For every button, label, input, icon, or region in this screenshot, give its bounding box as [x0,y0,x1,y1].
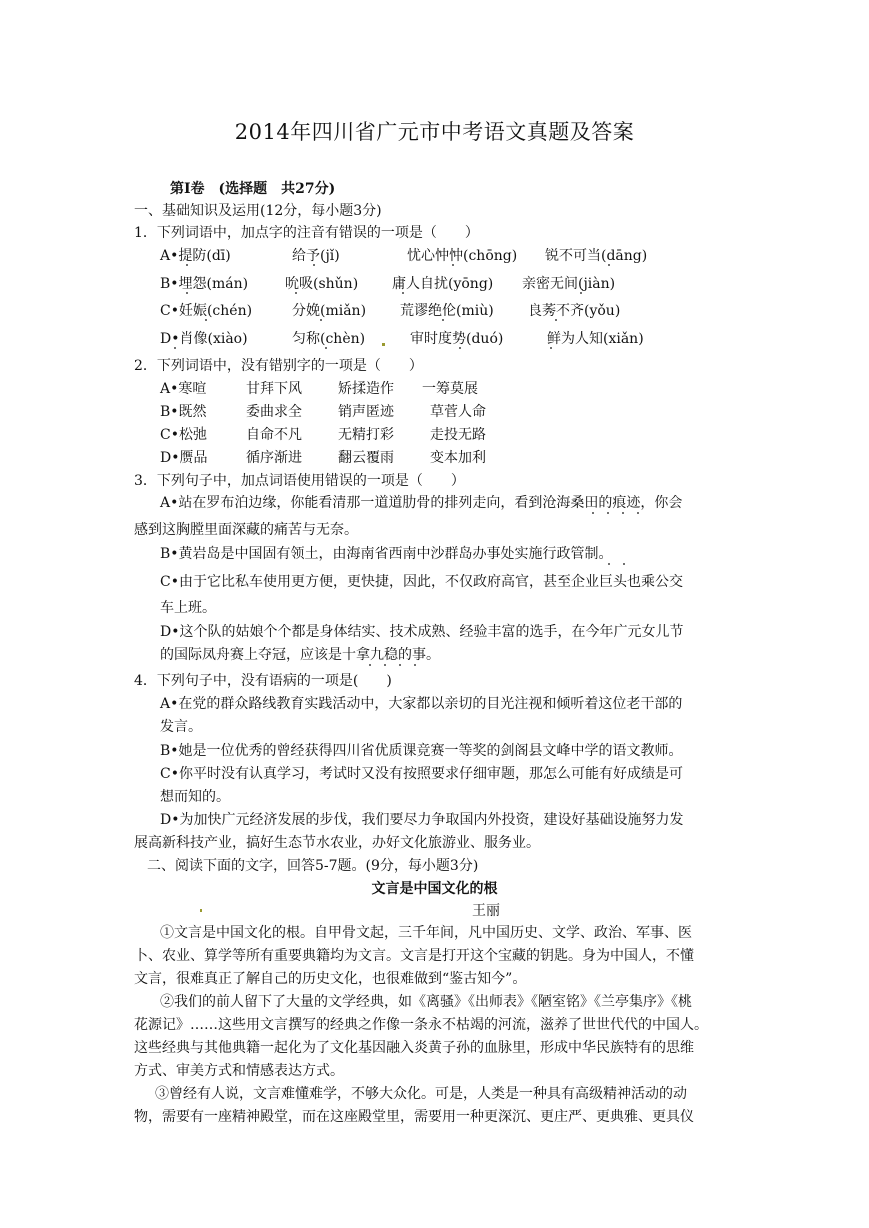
q1-c-word: 良莠不齐(yǒu) [528,303,621,319]
q2-d-word: 翻云覆雨 [338,450,394,466]
q2-c-word: 自命不凡 [246,427,302,443]
q2-b-word: B•既然 [160,404,207,420]
q1-a-word: 锐不可当(dāng) [545,248,648,264]
q1-b-word: 亲密无间(jiàn) [522,276,616,292]
emphasis-dot [550,347,552,349]
emphasis-dot [186,264,188,266]
emphasis-dot [637,512,639,514]
emphasis-dot [592,512,594,514]
emphasis-dot [313,264,315,266]
section-header: 第Ⅰ卷 (选择题 共27分) [170,181,336,197]
q3-option-c: C•由于它比私车使用更方便，更快捷，因此，不仅政府高官，甚至企业巨头也乘公交 [160,574,683,590]
emphasis-dot [325,347,327,349]
emphasis-dot [205,319,207,321]
q4-option-c: C•你平时没有认真学习，考试时又没有按照要求仔细审题，那怎么可能有好成绩是可 [160,766,683,782]
emphasis-dot [608,264,610,266]
q4-stem: 4．下列句子中，没有语病的一项是( ) [134,673,392,689]
part2-title: 二、阅读下面的文字，回答5-7题。(9分，每小题3分) [147,858,479,874]
emphasis-dot [459,347,461,349]
q2-a-word: 一筹莫展 [422,381,478,397]
print-speck [382,343,385,346]
q2-b-word: 草菅人命 [430,404,486,420]
q1-d-word: D•肖像(xiào) [160,331,248,347]
q4-option-c-cont: 想而知的。 [160,789,230,805]
paragraph-line: 这些经典与其他典籍一起化为了文化基因融入炎黄子孙的血脉里，形成中华民族特有的思维 [134,1040,694,1056]
q2-c-word: 无精打彩 [338,427,394,443]
q3-option-c-cont: 车上班。 [160,600,216,616]
q1-a-word: A•提防(dī) [160,248,231,264]
q1-d-word: 审时度势(duó) [410,331,504,347]
emphasis-dot [402,292,404,294]
q2-stem: 2．下列词语中，没有错别字的一项是（ ） [134,358,423,374]
q1-d-word: 鲜为人知(xiǎn) [547,331,644,347]
q3-option-a: A•站在罗布泊边缘，你能看清那一道道肋骨的排列走向，看到沧海桑田的痕迹，你会 [160,495,683,511]
q3-option-b: B•黄岩岛是中国固有领土，由海南省西南中沙群岛办事处实施行政管制。 [160,546,613,562]
print-speck [200,909,202,912]
emphasis-dot [580,292,582,294]
paragraph-line: ②我们的前人留下了大量的文学经典，如《离骚》《出师表》《陋室铭》《兰亭集序》《桃 [160,994,692,1010]
q1-c-word: 荒谬绝伦(miù) [400,303,494,319]
q3-option-a-cont: 感到这胸膛里面深藏的痛苦与无奈。 [134,522,358,538]
emphasis-dot [399,664,401,666]
q2-c-word: 走投无路 [430,427,486,443]
q2-d-word: D•赝品 [160,450,208,466]
emphasis-dot [607,512,609,514]
page-title: 2014年四川省广元市中考语文真题及答案 [234,120,635,144]
q4-option-a: A•在党的群众路线教育实践活动中，大家都以亲切的目光注视和倾听着这位老干部的 [160,696,683,712]
q1-stem: 1．下列词语中，加点字的注音有错误的一项是（ ） [134,225,479,241]
q1-b-word: 吮吸(shǔn) [285,276,359,292]
paragraph-line: 文言，很难真正了解自己的历史文化，也很难做到“鉴古知今”。 [134,971,527,987]
emphasis-dot [623,563,625,565]
article-title: 文言是中国文化的根 [371,881,498,897]
emphasis-dot [608,563,610,565]
q1-b-word: 庸人自扰(yōng) [392,276,494,292]
paragraph-line: 卜、农业、算学等所有重要典籍均为文言。文言是打开这个宝藏的钥匙。身为中国人，不懂 [134,948,694,964]
q1-d-word: 匀称(chèn) [292,331,366,347]
emphasis-dot [442,319,444,321]
paragraph-line: 花源记》……这些用文言撰写的经典之作像一条永不枯竭的河流，滋养了世世代代的中国人。 [134,1017,708,1033]
q2-a-word: 甘拜下风 [246,381,302,397]
q2-c-word: C•松弛 [160,427,207,443]
paragraph-line: ③曾经有人说，文言难懂难学，不够大众化。可是，人类是一种具有高级精神活动的动 [155,1086,687,1102]
q2-a-word: 矫揉造作 [338,381,394,397]
emphasis-dot [174,347,176,349]
q1-c-word: 分娩(miǎn) [292,303,367,319]
q3-option-d: D•这个队的姑娘个个都是身体结实、技术成熟、经验丰富的选手，在今年广元女儿节 [160,624,684,640]
q1-c-word: C•妊娠(chén) [160,303,253,319]
paragraph-line: 方式、审美方式和情感表达方式。 [134,1063,344,1079]
emphasis-dot [295,292,297,294]
q1-b-word: B•埋怨(mán) [160,276,249,292]
q2-b-word: 销声匿迹 [338,404,394,420]
q2-b-word: 委曲求全 [246,404,302,420]
q3-option-d-cont: 的国际凤舟赛上夺冠，应该是十拿九稳的事。 [160,647,440,663]
article-author: 王丽 [472,903,500,919]
paragraph-line: ①文言是中国文化的根。自甲骨文起，三千年间，凡中国历史、文学、政治、军事、医 [160,925,692,941]
part1-title: 一、基础知识及运用(12分，每小题3分) [134,203,382,219]
q2-d-word: 变本加利 [430,450,486,466]
emphasis-dot [414,664,416,666]
q2-d-word: 循序渐进 [246,450,302,466]
q1-a-word: 给予(jǐ) [292,248,340,264]
q3-stem: 3．下列句子中，加点词语使用错误的一项是（ ） [134,473,465,489]
emphasis-dot [186,292,188,294]
emphasis-dot [369,664,371,666]
q4-option-d-cont: 展高新科技产业，搞好生态节水农业，办好文化旅游业、服务业。 [134,835,540,851]
q4-option-b: B•她是一位优秀的曾经获得四川省优质课竞赛一等奖的剑阁县文峰中学的语文教师。 [160,743,683,759]
emphasis-dot [384,664,386,666]
q4-option-a-cont: 发言。 [160,719,202,735]
q4-option-d: D•为加快广元经济发展的步伐，我们要尽力争取国内外投资，建设好基础设施努力发 [160,812,684,828]
emphasis-dot [622,512,624,514]
emphasis-dot [555,319,557,321]
paragraph-line: 物，需要有一座精神殿堂，而在这座殿堂里，需要用一种更深沉、更庄严、更典雅、更具仪 [134,1109,694,1125]
emphasis-dot [452,264,454,266]
q1-a-word: 忧心忡忡(chōng) [407,248,518,264]
q2-a-word: A•寒喧 [160,381,207,397]
emphasis-dot [320,319,322,321]
